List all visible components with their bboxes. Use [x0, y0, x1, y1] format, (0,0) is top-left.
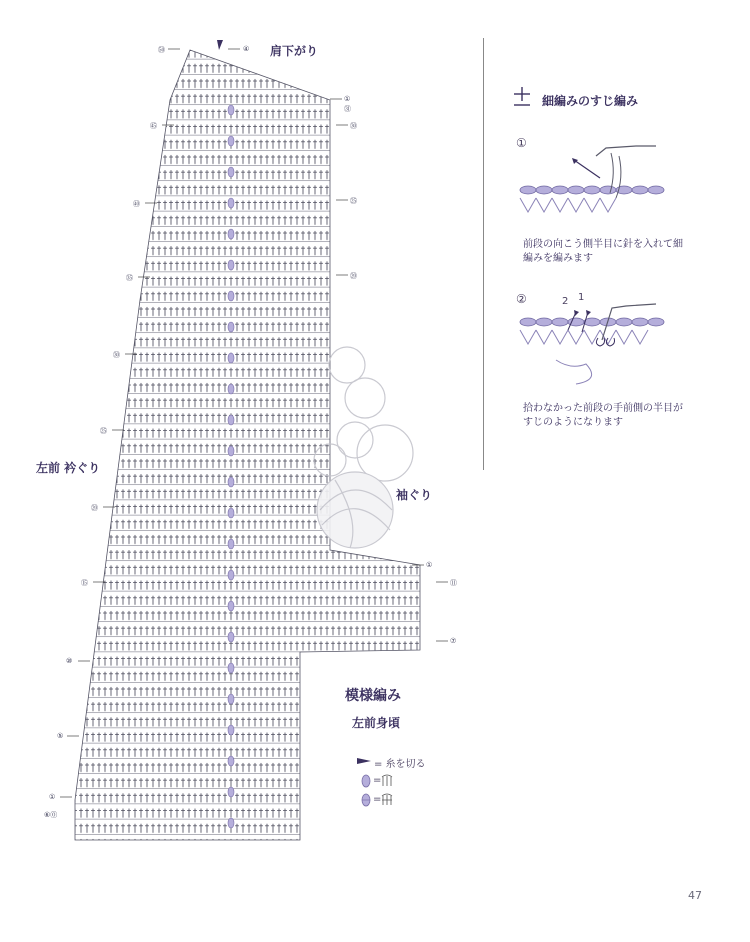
row-marker-r-1a: ①	[344, 95, 351, 103]
cluster-symbol-alt-icon	[361, 793, 371, 807]
row-marker-r-31: ㉛	[344, 105, 351, 113]
row-marker-30: ㉚	[113, 351, 120, 359]
row-marker-60: ⑥⓪	[44, 811, 58, 819]
cut-yarn-arrow-icon	[357, 757, 371, 765]
step2-arrow-label-2: 2	[562, 296, 569, 307]
row-marker-r-11: ⑪	[450, 579, 457, 587]
legend-cut-text: = 糸を切る	[374, 759, 426, 770]
cluster-symbol-icon	[361, 774, 371, 788]
row-marker-r-1b: ①	[426, 561, 433, 569]
neckline-label: 左前 衿ぐり	[36, 461, 101, 475]
row-marker-1: ①	[49, 793, 56, 801]
step2-caption: 拾わなかった前段の手前側の半目がすじのようになります	[523, 403, 683, 428]
row-marker-40: ㊵	[133, 200, 140, 208]
cluster-expanded-icon	[381, 774, 393, 788]
step1-illustration	[516, 138, 666, 230]
row-marker-r-20: ⑳	[350, 272, 357, 280]
column-divider	[483, 38, 484, 470]
shoulder-slope-label: 肩下がり	[270, 44, 319, 58]
row-marker-r-30: ㉚	[350, 122, 357, 130]
row-marker-r-7: ⑦	[450, 637, 457, 645]
row-marker-45: ㊺	[150, 122, 157, 130]
row-marker-r-25: ㉕	[350, 197, 357, 205]
page-number: 47	[688, 889, 702, 902]
legend-eq1: =	[373, 775, 382, 786]
row-marker-5: ⑤	[57, 732, 64, 740]
row-marker-35: ㉟	[126, 274, 133, 282]
step1-caption: 前段の向こう側半目に針を入れて細編みを編みます	[523, 239, 683, 264]
technique-title: 細編みのすじ編み	[542, 94, 639, 108]
pattern-title: 模様編み	[345, 688, 401, 704]
cut-yarn-marker-icon	[217, 40, 223, 50]
armhole-label: 袖ぐり	[396, 488, 433, 502]
step2-arrow-label-1: 1	[578, 292, 585, 303]
step1-number: ①	[516, 136, 527, 150]
row-marker-20: ⑳	[91, 504, 98, 512]
cluster-expanded-alt-icon	[381, 793, 393, 807]
legend	[357, 755, 457, 815]
row-marker-15: ⑮	[81, 579, 88, 587]
sc-back-loop-symbol-icon	[512, 86, 532, 108]
step2-number: ②	[516, 292, 527, 306]
row-marker-50: ㊿	[158, 46, 165, 54]
legend-eq2: =	[373, 794, 382, 805]
step2-illustration	[516, 300, 666, 390]
pattern-subtitle: 左前身頃	[352, 716, 401, 730]
row-marker-25: ㉕	[100, 427, 107, 435]
row-marker-r-4: ④	[243, 45, 250, 53]
row-marker-10: ⑩	[66, 657, 73, 665]
